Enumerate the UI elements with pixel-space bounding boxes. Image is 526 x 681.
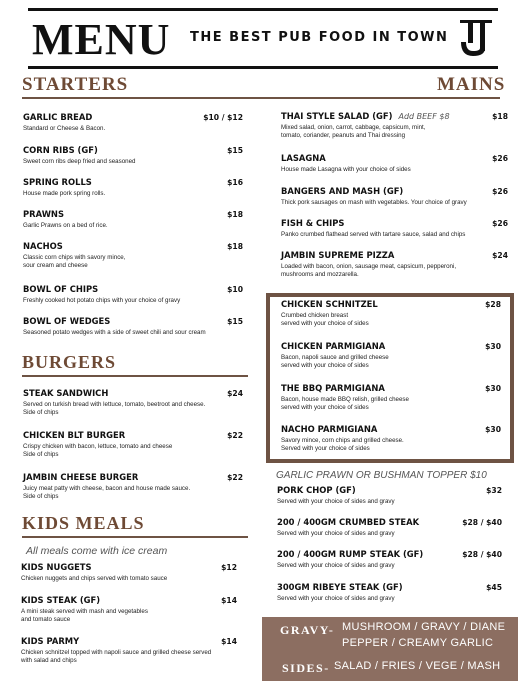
menu-item-description: Served with your choice of sides and gravy (277, 562, 395, 569)
menu-item-name-text: FISH & CHIPS (281, 218, 345, 228)
menu-item-name-text: NACHOS (23, 241, 63, 251)
gravy-label: GRAVY- (280, 623, 335, 637)
menu-item-price: $15 (227, 146, 243, 155)
menu-item (281, 153, 508, 174)
menu-item-name (281, 299, 378, 310)
menu-item (281, 341, 501, 370)
menu-item-price: $26 (492, 154, 508, 163)
menu-item-description: Served with your choice of sides and gravy (277, 595, 395, 602)
kids-ice-cream-note: All meals come with ice cream (26, 545, 168, 557)
menu-tagline: THE BEST PUB FOOD IN TOWN (190, 30, 449, 45)
menu-item-description: Chicken schnitzel topped with napoli sauce and grilled cheese served with salad and chips (21, 649, 212, 664)
burgers-underline (22, 375, 248, 377)
menu-item-description: House made pork spring rolls. (23, 190, 106, 197)
menu-item-description: Panko crumbed flathead served with tartare sauce, salad and chips (281, 231, 466, 238)
gravy-options-line1: MUSHROOM / GRAVY / DIANE (342, 621, 506, 633)
menu-item-name (281, 424, 404, 435)
menu-item-price: $18 (492, 112, 508, 121)
menu-item-description: Crispy chicken with bacon, lettuce, tomato and cheese Side of chips (23, 443, 173, 458)
menu-title: MENU (32, 15, 171, 64)
menu-item-name (21, 636, 211, 647)
menu-item (277, 549, 502, 570)
menu-item-price: $28 / $40 (462, 550, 502, 559)
sides-options: SALAD / FRIES / VEGE / MASH (334, 660, 501, 672)
menu-item-description: Served with your choice of sides and gravy (277, 530, 395, 537)
menu-item-name (23, 388, 205, 399)
mains-heading: MAINS (437, 74, 506, 95)
menu-item-name (23, 430, 172, 441)
menu-item-description: Thick pork sausages on mash with vegetables. Your choice of gravy (281, 199, 467, 206)
menu-item-name-text: KIDS STEAK (GF) (21, 595, 101, 605)
menu-item-description: Standard or Cheese & Bacon. (23, 125, 106, 132)
header-bottom-rule (28, 66, 498, 69)
burgers-heading: BURGERS (22, 352, 117, 372)
menu-item-description: Seasoned potato wedges with a side of sweet chili and sour cream (23, 329, 206, 336)
menu-item-name (281, 383, 409, 394)
menu-item (21, 595, 237, 624)
menu-item-name-text: 200 / 400GM CRUMBED STEAK (277, 517, 420, 527)
menu-item-price: $14 (221, 637, 237, 646)
menu-item-name-text: CHICKEN PARMIGIANA (281, 341, 386, 351)
menu-item-description: Bacon, house made BBQ relish, grilled cheese served with your choice of sides (281, 396, 409, 411)
menu-item-name-text: THE BBQ PARMIGIANA (281, 383, 385, 393)
menu-item-description: Freshly cooked hot potato chips with your choice of gravy (23, 297, 181, 304)
menu-item-price: $45 (486, 583, 502, 592)
menu-item-description: House made Lasagna with your choice of sides (281, 166, 411, 173)
menu-item-name-text: SPRING ROLLS (23, 177, 92, 187)
menu-item-name (281, 111, 450, 122)
menu-item-name-text: CHICKEN BLT BURGER (23, 430, 126, 440)
menu-item-name-text: THAI STYLE SALAD (GF) (281, 111, 393, 121)
menu-item-name (277, 582, 403, 593)
menu-item-name (21, 562, 167, 573)
menu-item-price: $16 (227, 178, 243, 187)
menu-item-price: $18 (227, 210, 243, 219)
menu-item-name (23, 472, 190, 483)
menu-item-name-text: CHICKEN SCHNITZEL (281, 299, 378, 309)
menu-item-description: Chicken nuggets and chips served with tomato sauce (21, 575, 168, 582)
menu-item-price: $15 (227, 317, 243, 326)
menu-item-price: $30 (485, 342, 501, 351)
menu-item (23, 145, 243, 166)
menu-item-name (277, 485, 395, 496)
menu-item-description: Mixed salad, onion, carrot, cabbage, capsicum, mint, tomato, coriander, peanuts and Thai dressing (281, 124, 426, 139)
sides-label: SIDES- (282, 661, 330, 675)
menu-item-description: Garlic Prawns on a bed of rice. (23, 222, 108, 229)
menu-item (277, 517, 502, 538)
menu-item-description: Served with your choice of sides and gravy (277, 498, 395, 505)
menu-item (23, 177, 243, 198)
menu-item-description: Juicy meat patty with cheese, bacon and house made sauce. Side of chips (23, 485, 191, 500)
menu-item-name-text: KIDS PARMY (21, 636, 80, 646)
menu-item (281, 250, 508, 279)
menu-item (281, 424, 501, 453)
menu-item-name (277, 517, 419, 528)
menu-item (281, 299, 501, 328)
menu-item-description: Bacon, napoli sauce and grilled cheese served with your choice of sides (281, 354, 389, 369)
menu-item-description: Sweet corn ribs deep fried and seasoned (23, 158, 136, 165)
menu-item (23, 388, 243, 417)
menu-item (23, 472, 243, 501)
menu-item (21, 562, 237, 583)
menu-item-price: $14 (221, 596, 237, 605)
menu-item-description: Loaded with bacon, onion, sausage meat, capsicum, pepperoni, mushrooms and mozzarella. (281, 263, 457, 278)
menu-item (281, 218, 508, 239)
kids-heading: KIDS MEALS (22, 513, 145, 533)
menu-item-name-text: BOWL OF CHIPS (23, 284, 99, 294)
menu-item-name (23, 241, 125, 252)
menu-item-addon: Add BEEF $8 (398, 112, 450, 121)
menu-item (23, 112, 243, 133)
menu-item-name (277, 549, 423, 560)
kids-underline (22, 536, 248, 538)
menu-item-name (23, 209, 108, 220)
menu-item-name-text: CORN RIBS (GF) (23, 145, 98, 155)
menu-item-price: $32 (486, 486, 502, 495)
menu-item-price: $26 (492, 187, 508, 196)
menu-item-name-text: LASAGNA (281, 153, 326, 163)
starters-heading: STARTERS (22, 74, 129, 95)
menu-item-name-text: PRAWNS (23, 209, 64, 219)
menu-item-price: $10 / $12 (203, 113, 243, 122)
menu-item-name (23, 284, 180, 295)
menu-item-price: $12 (221, 563, 237, 572)
menu-item-name (281, 250, 456, 261)
section-divider-line (22, 97, 500, 99)
menu-item-description: Classic corn chips with savory mince, sour cream and cheese (23, 254, 126, 269)
menu-item-description: Served on turkish bread with lettuce, tomato, beetroot and cheese. Side of chips (23, 401, 206, 416)
topper-note: GARLIC PRAWN OR BUSHMAN TOPPER $10 (276, 470, 487, 481)
menu-item (23, 241, 243, 270)
jh-monogram-icon (458, 18, 494, 60)
gravy-options-line2: PEPPER / CREAMY GARLIC (342, 637, 494, 649)
menu-item (281, 111, 508, 140)
menu-item-name (281, 341, 389, 352)
menu-item-name (23, 177, 105, 188)
menu-item (281, 186, 508, 207)
menu-item-name-text: STEAK SANDWICH (23, 388, 109, 398)
menu-item-name (23, 112, 105, 123)
menu-item (23, 316, 243, 337)
menu-item-description: A mini steak served with mash and vegetables and tomato sauce (21, 608, 148, 623)
menu-item-name (281, 218, 465, 229)
menu-item (277, 485, 502, 506)
menu-item (23, 284, 243, 305)
menu-item-name (21, 595, 148, 606)
header-top-rule (28, 8, 498, 11)
menu-item-price: $28 / $40 (462, 518, 502, 527)
menu-item-description: Savory mince, corn chips and grilled cheese. Served with your choice of sides (281, 437, 404, 452)
menu-item-price: $24 (227, 389, 243, 398)
menu-item-price: $28 (485, 300, 501, 309)
menu-item-name-text: BOWL OF WEDGES (23, 316, 111, 326)
menu-item (23, 209, 243, 230)
menu-item-name-text: JAMBIN SUPREME PIZZA (281, 250, 395, 260)
menu-item-name (23, 145, 135, 156)
menu-item-name (23, 316, 206, 327)
menu-item-price: $30 (485, 425, 501, 434)
menu-item-price: $18 (227, 242, 243, 251)
menu-item (281, 383, 501, 412)
menu-item-name-text: PORK CHOP (GF) (277, 485, 356, 495)
menu-item-name-text: NACHO PARMIGIANA (281, 424, 378, 434)
menu-item-price: $10 (227, 285, 243, 294)
menu-item-price: $24 (492, 251, 508, 260)
menu-item-name-text: BANGERS AND MASH (GF) (281, 186, 404, 196)
gravy-sides-box (262, 617, 518, 681)
menu-item-name-text: GARLIC BREAD (23, 112, 93, 122)
menu-item-name-text: 300GM RIBEYE STEAK (GF) (277, 582, 403, 592)
menu-item-description: Crumbed chicken breast served with your choice of sides (281, 312, 369, 327)
menu-item (277, 582, 502, 603)
menu-item-price: $30 (485, 384, 501, 393)
menu-item-price: $22 (227, 473, 243, 482)
menu-item-name-text: KIDS NUGGETS (21, 562, 92, 572)
menu-item-price: $26 (492, 219, 508, 228)
menu-item-name-text: 200 / 400GM RUMP STEAK (GF) (277, 549, 424, 559)
menu-item-price: $22 (227, 431, 243, 440)
menu-item-name (281, 153, 411, 164)
menu-item-name-text: JAMBIN CHEESE BURGER (23, 472, 139, 482)
menu-item (23, 430, 243, 459)
menu-item-name (281, 186, 467, 197)
menu-item (21, 636, 237, 665)
